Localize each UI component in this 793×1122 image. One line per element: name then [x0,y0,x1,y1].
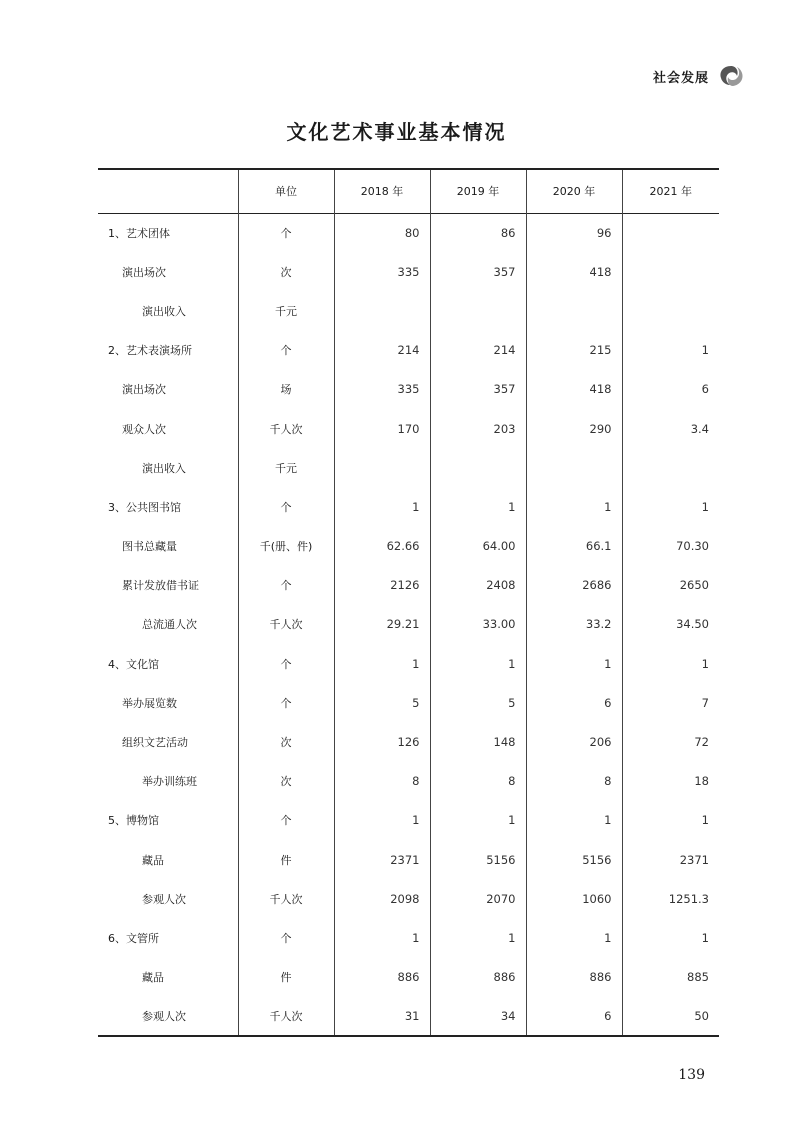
row-unit: 次 [238,252,334,291]
value-cell: 86 [430,213,526,252]
statistics-table [98,168,719,1037]
value-cell: 1251.3 [622,879,719,918]
value-cell: 1 [334,644,430,683]
table-row [98,879,719,918]
value-cell: 148 [430,722,526,761]
row-unit: 场 [238,370,334,409]
table-row [98,722,719,761]
value-cell [622,448,719,487]
value-cell [526,291,622,330]
row-label: 2、艺术表演场所 [108,344,192,358]
value-cell: 70.30 [622,527,719,566]
value-cell: 1 [334,801,430,840]
value-cell: 6 [526,997,622,1036]
value-cell: 2371 [334,840,430,879]
row-label: 演出场次 [122,383,166,397]
value-cell: 335 [334,370,430,409]
value-cell: 6 [526,683,622,722]
column-header [98,169,238,213]
row-unit: 千元 [238,291,334,330]
value-cell: 335 [334,252,430,291]
row-unit: 个 [238,683,334,722]
value-cell [526,448,622,487]
value-cell: 33.00 [430,605,526,644]
value-cell: 1 [334,487,430,526]
value-cell: 357 [430,370,526,409]
value-cell: 1 [430,487,526,526]
value-cell: 1 [622,487,719,526]
value-cell [622,291,719,330]
value-cell: 1 [622,801,719,840]
value-cell: 33.2 [526,605,622,644]
table-row [98,566,719,605]
value-cell [622,252,719,291]
table-row [98,448,719,487]
row-unit: 个 [238,213,334,252]
row-unit: 个 [238,566,334,605]
row-unit: 千人次 [238,409,334,448]
row-unit: 个 [238,331,334,370]
value-cell: 206 [526,722,622,761]
value-cell: 1 [430,801,526,840]
value-cell: 64.00 [430,527,526,566]
value-cell: 357 [430,252,526,291]
row-label: 演出场次 [122,265,166,279]
table-row [98,527,719,566]
row-label: 累计发放借书证 [122,579,199,593]
value-cell: 7 [622,683,719,722]
value-cell: 203 [430,409,526,448]
table-row [98,958,719,997]
table-row [98,605,719,644]
value-cell: 2686 [526,566,622,605]
value-cell: 290 [526,409,622,448]
row-unit: 千人次 [238,997,334,1036]
row-unit: 个 [238,918,334,957]
table-row [98,409,719,448]
column-header-2018: 2018 年 [334,169,430,213]
row-label: 1、艺术团体 [108,226,170,240]
row-unit: 千人次 [238,605,334,644]
table-row [98,291,719,330]
value-cell: 1 [622,331,719,370]
row-label: 举办展览数 [122,696,177,710]
value-cell: 5 [430,683,526,722]
row-label: 观众人次 [122,422,166,436]
value-cell: 8 [334,762,430,801]
page-number: 139 [678,1067,705,1083]
value-cell [622,213,719,252]
value-cell: 1060 [526,879,622,918]
value-cell [334,291,430,330]
table-row [98,644,719,683]
value-cell: 96 [526,213,622,252]
page-title: 文化艺术事业基本情况 [286,120,507,144]
value-cell: 50 [622,997,719,1036]
value-cell: 1 [526,918,622,957]
table-row [98,801,719,840]
value-cell: 886 [526,958,622,997]
value-cell: 886 [430,958,526,997]
value-cell: 3.4 [622,409,719,448]
column-header-unit: 单位 [238,169,334,213]
row-unit: 个 [238,487,334,526]
value-cell: 8 [526,762,622,801]
row-label: 演出收入 [142,304,186,318]
row-label: 3、公共图书馆 [108,500,181,514]
table-row [98,762,719,801]
value-cell [430,448,526,487]
row-unit: 次 [238,722,334,761]
table-body [98,213,719,1036]
value-cell: 34.50 [622,605,719,644]
value-cell: 215 [526,331,622,370]
table-row [98,487,719,526]
column-header-2019: 2019 年 [430,169,526,213]
table-row [98,252,719,291]
value-cell: 170 [334,409,430,448]
value-cell: 214 [430,331,526,370]
row-label: 演出收入 [142,461,186,475]
value-cell: 1 [526,801,622,840]
table-row [98,918,719,957]
value-cell: 2650 [622,566,719,605]
value-cell: 80 [334,213,430,252]
row-label: 4、文化馆 [108,657,159,671]
table-header-row [98,169,719,213]
row-label: 总流通人次 [142,618,197,632]
value-cell: 2371 [622,840,719,879]
value-cell: 1 [526,644,622,683]
value-cell: 62.66 [334,527,430,566]
value-cell [334,448,430,487]
table-row [98,370,719,409]
row-label: 藏品 [142,853,164,867]
value-cell: 886 [334,958,430,997]
value-cell: 5 [334,683,430,722]
row-label: 藏品 [142,971,164,985]
value-cell: 18 [622,762,719,801]
value-cell: 126 [334,722,430,761]
value-cell [430,291,526,330]
section-title: 社会发展 [652,70,709,86]
value-cell: 31 [334,997,430,1036]
table-row [98,331,719,370]
swirl-logo-icon [717,63,745,89]
row-unit: 千元 [238,448,334,487]
row-label: 参观人次 [142,892,186,906]
row-unit: 个 [238,801,334,840]
value-cell: 1 [334,918,430,957]
value-cell: 1 [430,644,526,683]
row-unit: 件 [238,840,334,879]
row-unit: 个 [238,644,334,683]
row-label: 举办训练班 [142,775,197,789]
value-cell: 66.1 [526,527,622,566]
value-cell: 6 [622,370,719,409]
value-cell: 2126 [334,566,430,605]
column-header-2020: 2020 年 [526,169,622,213]
table-row [98,840,719,879]
table-row [98,683,719,722]
row-unit: 次 [238,762,334,801]
value-cell: 2098 [334,879,430,918]
statistics-table-container [98,168,719,1037]
value-cell: 29.21 [334,605,430,644]
table-row [98,213,719,252]
value-cell: 1 [622,644,719,683]
value-cell: 418 [526,252,622,291]
value-cell: 418 [526,370,622,409]
value-cell: 1 [430,918,526,957]
value-cell: 885 [622,958,719,997]
row-unit: 件 [238,958,334,997]
value-cell: 214 [334,331,430,370]
row-label: 组织文艺活动 [122,736,188,750]
value-cell: 1 [622,918,719,957]
table-row [98,997,719,1036]
value-cell: 2070 [430,879,526,918]
page-header [653,63,745,89]
value-cell: 72 [622,722,719,761]
value-cell: 5156 [526,840,622,879]
row-label: 5、博物馆 [108,814,159,828]
row-unit: 千人次 [238,879,334,918]
row-label: 图书总藏量 [122,540,177,554]
value-cell: 5156 [430,840,526,879]
value-cell: 34 [430,997,526,1036]
column-header-2021: 2021 年 [622,169,719,213]
row-unit: 千(册、件) [238,527,334,566]
value-cell: 2408 [430,566,526,605]
value-cell: 1 [526,487,622,526]
value-cell: 8 [430,762,526,801]
row-label: 参观人次 [142,1009,186,1023]
row-label: 6、文管所 [108,931,159,945]
